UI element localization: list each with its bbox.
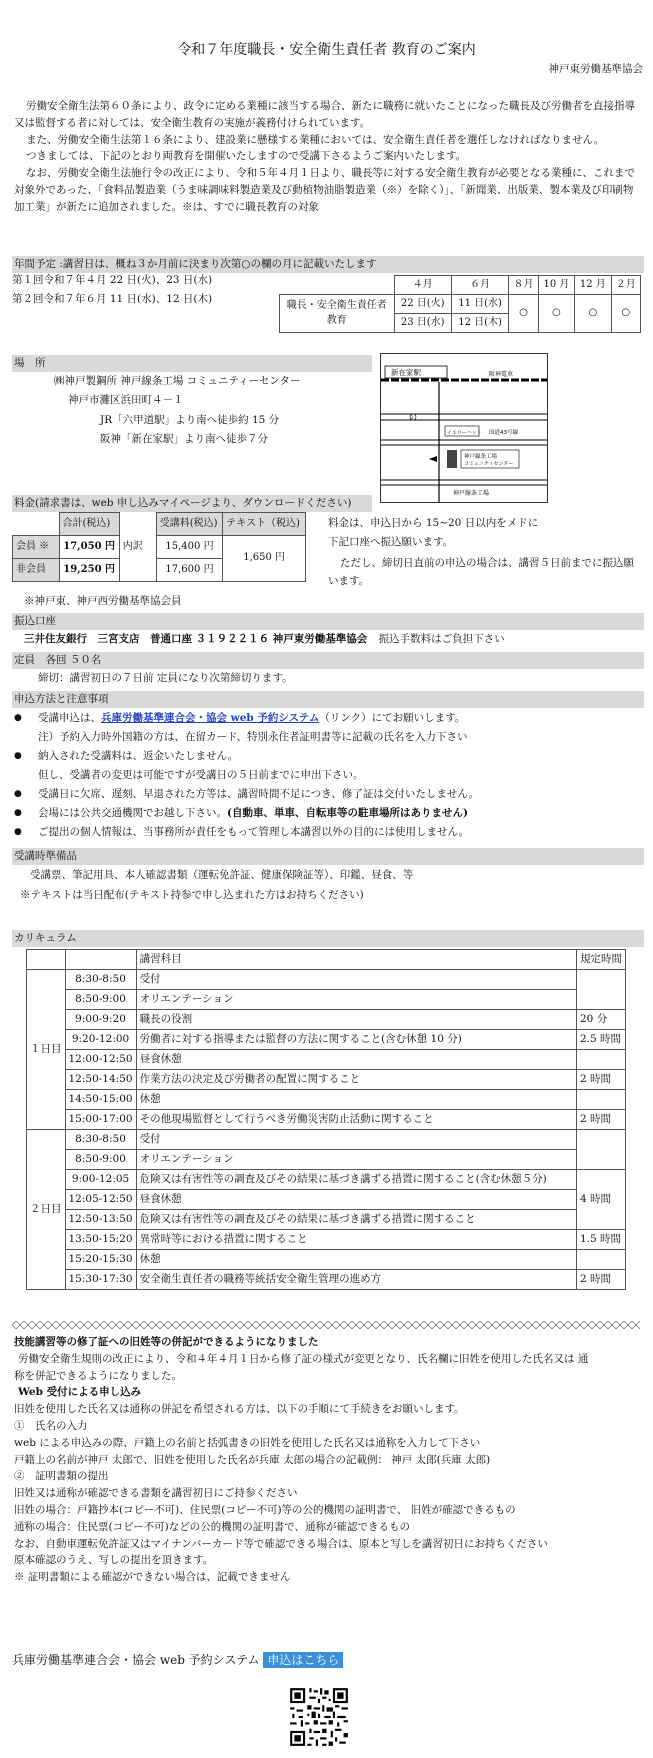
time-slot: 8:50-9:00: [65, 990, 136, 1010]
hours: 2 時間: [577, 1070, 626, 1090]
organization-name: 神戸東労働基準協会: [548, 63, 643, 75]
fee-header-text: テキスト（税込): [223, 513, 306, 536]
time-slot: 12:50-13:50: [65, 1210, 136, 1230]
step-heading: ① 氏名の入力: [14, 1419, 88, 1432]
capacity-band: 定員 各回 ５０名: [12, 652, 644, 669]
fee-table: [12, 512, 306, 582]
items-line-2: ※テキストは当日配布(テキスト持参で申し込まれた方はお持ちください): [20, 889, 364, 901]
month-header: ２月: [611, 276, 640, 295]
note-item: ● ご提出の個人情報は、当事務所が責任をもって管理し本講習以外の目的には使用しません。: [8, 823, 644, 842]
time-slot: 12:50-14:50: [65, 1070, 136, 1090]
bank-account-number: 三井住友銀行 三宮支店 普通口座 ３１９２２１６ 神戸東労働基準協会: [24, 633, 368, 645]
day-label: １日目: [27, 970, 66, 1130]
map-road-number: 2: [411, 415, 414, 420]
venue-map: [380, 353, 548, 503]
paragraph: ※ 証明書類による確認ができない場合は、記載できません: [14, 1571, 291, 1584]
hours: 2 時間: [577, 1270, 626, 1290]
items-band: 受講時準備品: [12, 848, 644, 865]
intro-paragraph: なお、労働安全衛生法施行令の改正により、令和５年４月１日より、職長等に対する安全衛生教育が必要となる業種に、これまで対象外であった、「食料品製造業（うま味調味料製造業及び動植物油脂製造業（※）を除く）」、「新聞業、出版業、製本業及び印刷物加工業」が新たに追加されました。※は、すでに職長教育の対象: [14, 167, 635, 213]
member-note: ※神戸東、神戸西労働基準協会員: [24, 595, 182, 607]
fee-note-2: 下記口座へ振込願います。: [328, 536, 454, 548]
application-band: 申込方法と注意事項: [12, 691, 644, 708]
hours: 2.5 時間: [577, 1030, 626, 1050]
note-text: 受講申込は、: [38, 712, 101, 724]
fee-header-fee: 受講料(税込): [156, 513, 222, 536]
divider: [12, 1321, 642, 1329]
month-header: 12 月: [575, 276, 611, 295]
curriculum-table: [26, 949, 626, 1290]
hours: 2 時間: [577, 1110, 626, 1130]
time-slot: 15:00-17:00: [65, 1110, 136, 1130]
time-header: 規定時間: [577, 950, 626, 970]
section-heading: 技能講習等の修了証への旧姓等の併記ができるようになりました: [14, 1336, 319, 1348]
breakdown-label: 内訳: [119, 536, 156, 559]
paragraph: 労働安全衛生規則の改正により、令和４年４月１日から修了証の様式が変更となり、氏名欄に旧姓を使用した氏名又は 通: [18, 1352, 589, 1365]
note-item: [8, 709, 644, 728]
reservation-system-link[interactable]: 兵庫労働基準連合会・協会 web 予約システム: [101, 712, 320, 724]
time-slot: 8:50-9:00: [65, 1150, 136, 1170]
month-header: ８月: [509, 276, 538, 295]
subject: 労働者に対する指導または監督の方法に関すること(含む休憩 10 分): [136, 1030, 576, 1050]
subject: オリエンテーション: [136, 1150, 576, 1170]
paragraph: 旧姓又は通称が確認できる書類を講習初日にご持参ください: [14, 1487, 298, 1500]
text-fee: 1,650 円: [223, 536, 306, 582]
schedule-line-1: 第１回令和７年４月 22 日(火)、23 日(水): [12, 274, 213, 286]
subject: 受付: [136, 1130, 576, 1150]
venue-access-2: 阪神「新在家駅」より南へ徒歩７分: [100, 433, 268, 445]
fee-note-3: ただし、締切日直前の申込の場合は、講習５日前までに振込願います。: [328, 557, 634, 588]
bank-account: [24, 632, 505, 647]
fee-header-total: 合計(税込): [59, 513, 119, 536]
intro-paragraph: また、労働安全衛生法第１６条により、建設業に懸様する業種においては、安全衛生責任者を選任しなければなりません。: [26, 133, 605, 146]
intro-paragraph: つきましては、下記のとおり両教育を開催いたしますので受講下さるようご案内いたします。: [26, 150, 467, 163]
venue-band: 場 所: [12, 355, 372, 372]
subject: 受付: [136, 970, 576, 990]
fee-note-1: 料金は、申込日から 15~20 日以内をメドに: [328, 517, 539, 529]
time-slot: 8:30-8:50: [65, 970, 136, 990]
time-slot: 15:30-17:30: [65, 1270, 136, 1290]
curriculum-band: カリキュラム: [12, 930, 644, 947]
note-bold-text: (自動車、単車、自転車等の駐車場所はありません): [227, 807, 468, 819]
note-item: [8, 804, 644, 823]
time-slot: 9:20-12:00: [65, 1030, 136, 1050]
bank-band: 振込口座: [12, 613, 644, 630]
circle-mark: ○: [538, 295, 574, 333]
apply-line: [12, 1652, 343, 1669]
subject: 異常時等における措置に関すること: [136, 1230, 576, 1250]
schedule-line-2: 第２回令和７年６月 11 日(水)、12 日(木): [12, 293, 213, 305]
note-text: （リンク）にてお願いします。: [319, 712, 466, 724]
paragraph: 旧姓を使用した氏名又は通称の併記を希望される方は、以下の手順にて手続きをお願いします。: [14, 1403, 465, 1416]
note-text: 会場には公共交通機関でお越し下さい。: [38, 807, 227, 819]
date-cell: 23 日(水): [394, 314, 451, 333]
qr-code-icon[interactable]: [288, 1686, 350, 1748]
time-slot: 8:30-8:50: [65, 1130, 136, 1150]
time-slot: 15:20-15:30: [65, 1250, 136, 1270]
map-shop-label: イエローハット: [447, 430, 482, 436]
note-subitem: 注）予約入力時外国籍の方は、在留カード、特別永住者証明書等に記載の氏名を入力下さい: [38, 731, 468, 743]
subject: 作業方法の決定及び労働者の配置に関すること: [136, 1070, 576, 1090]
step-heading: ② 証明書類の提出: [14, 1470, 109, 1483]
time-slot: 13:50-15:20: [65, 1230, 136, 1250]
subject: 昼食休憩: [136, 1190, 576, 1210]
time-slot: 12:00-12:50: [65, 1050, 136, 1070]
intro-paragraph: 労働安全衛生法第６０条により、政令に定める業種に該当する場合、新たに職務に就いたことになった職長及び労働者を直接指導又は監督する者に対しては、安全衛生教育の実施が義務付けられています。: [14, 100, 635, 129]
hours: 20 分: [577, 1010, 626, 1030]
note-item: ● 受講日に欠席、遅刻、早退された方等は、講習時間不足につき、修了証は交付いたしません。: [8, 785, 644, 804]
date-cell: 22 日(火): [394, 295, 451, 314]
maiden-name-section: [14, 1334, 644, 1586]
nonmember-label: 非会員: [13, 559, 60, 582]
subject: 危険又は有害性等の調査及びその結果に基づき講ずる措置に関すること(含む休憩５分): [136, 1170, 576, 1190]
paragraph: 原本確認のうえ、写しの提出を頂きます。: [14, 1554, 214, 1567]
subject: 危険又は有害性等の調査及びその結果に基づき講ずる措置に関すること: [136, 1210, 576, 1230]
schedule-table: [279, 275, 641, 333]
map-facility-sub-label: コミュニティセンター: [464, 461, 514, 467]
venue-address: 神戸市灘区浜田町４－１: [68, 394, 184, 406]
subject: 安全衛生責任者の職務等統括安全衛生管理の進め方: [136, 1270, 576, 1290]
nonmember-fee: 17,600 円: [156, 559, 222, 582]
map-facility-label: 神戸線条工場: [464, 454, 498, 460]
map-route-label: 国道43号線: [489, 430, 518, 436]
day-label: ２日目: [27, 1130, 66, 1290]
member-fee: 15,400 円: [156, 536, 222, 559]
date-cell: 12 日(木): [451, 314, 508, 333]
time-slot: 12:05-12:50: [65, 1190, 136, 1210]
web-heading: Web 受付による申し込み: [18, 1386, 142, 1399]
hours: 4 時間: [577, 1170, 626, 1230]
member-label: 会員 ※: [13, 536, 60, 559]
subject: 休憩: [136, 1090, 576, 1110]
paragraph: web による申込みの際、戸籍上の名前と括弧書きの旧姓を使用した氏名又は通称を入力して下さい: [14, 1436, 481, 1449]
member-total: 17,050 円: [59, 536, 119, 559]
items-line-1: 受講票、筆記用具、本人確認書類（運転免許証、健康保険証等）、印鑑、昼食、等: [30, 869, 414, 881]
paragraph: なお、自動車運転免許証又はマイナンバーカード等で確認できる場合は、原本と写しを講習初日にお持ちください: [14, 1537, 548, 1550]
subject: 休憩: [136, 1250, 576, 1270]
notes-list: [8, 709, 644, 842]
fee-band: 料金(請求書は、web 申し込みマイページより、ダウンロードください): [12, 495, 372, 512]
circle-mark: ○: [575, 295, 611, 333]
venue-name: ㈱神戸製鋼所 神戸線条工場 コミュニティーセンター: [54, 375, 301, 387]
bank-fee-note: 振込手数料はご負担下さい: [378, 633, 505, 645]
hours: 1.5 時間: [577, 1230, 626, 1250]
note-subitem: 但し、受講者の変更は可能ですが受講日の５日前までに申出下さい。: [38, 769, 364, 781]
time-slot: 9:00-9:20: [65, 1010, 136, 1030]
map-railway-label: 阪神電車: [489, 371, 514, 378]
subject: 昼食休憩: [136, 1050, 576, 1070]
circle-mark: ○: [509, 295, 538, 333]
month-header: ４月: [394, 276, 451, 295]
map-factory-label: 神戸線条工場: [453, 490, 490, 497]
venue-access-1: JR「六甲道駅」より南へ徒歩約 15 分: [100, 414, 280, 426]
course-label: 職長・安全衛生責任者教育: [280, 295, 395, 333]
time-slot: 14:50-15:00: [65, 1090, 136, 1110]
paragraph: 称を併記できるようになりました。: [14, 1369, 182, 1382]
deadline-text: 締切：講習初日の７日前 定員になり次第締切ります。: [38, 672, 293, 684]
schedule-band: 年間予定 :講習日は、概ね３か月前に決まり次第○の欄の月に記載いたします: [12, 256, 644, 273]
subject: 職長の役割: [136, 1010, 576, 1030]
map-station-label: 新在家駅: [391, 368, 421, 377]
page-title: 令和７年度職長・安全衛生責任者 教育のご案内: [177, 42, 476, 58]
paragraph: 戸籍上の名前が神戸 太郎で、旧姓を使用した氏名が兵庫 太郎の場合の記載例： 神戸 太郎(兵庫 太郎): [14, 1453, 491, 1466]
note-item: ● 納入された受講料は、返金いたしません。: [8, 747, 644, 766]
subject: オリエンテーション: [136, 990, 576, 1010]
month-header: ６月: [451, 276, 508, 295]
paragraph: 通称の場合：住民票(コピー不可)などの公的機関の証明書で、通称が確認できるもの: [14, 1520, 411, 1533]
time-slot: 9:00-12:05: [65, 1170, 136, 1190]
subject-header: 講習科目: [136, 950, 576, 970]
subject: その他現場監督として行うべき労働災害防止活動に関すること: [136, 1110, 576, 1130]
intro-text: [14, 98, 642, 216]
circle-mark: ○: [611, 295, 640, 333]
nonmember-total: 19,250 円: [59, 559, 119, 582]
date-cell: 11 日(水): [451, 295, 508, 314]
month-header: 10 月: [538, 276, 574, 295]
apply-button[interactable]: 申込はこちら: [263, 1652, 343, 1668]
system-name: 兵庫労働基準連合会・協会 web 予約システム: [12, 1653, 260, 1667]
paragraph: 旧姓の場合：戸籍抄本(コピー不可)、住民票(コピー不可)等の公的機関の証明書で、 旧姓が確認できるもの: [14, 1503, 516, 1516]
